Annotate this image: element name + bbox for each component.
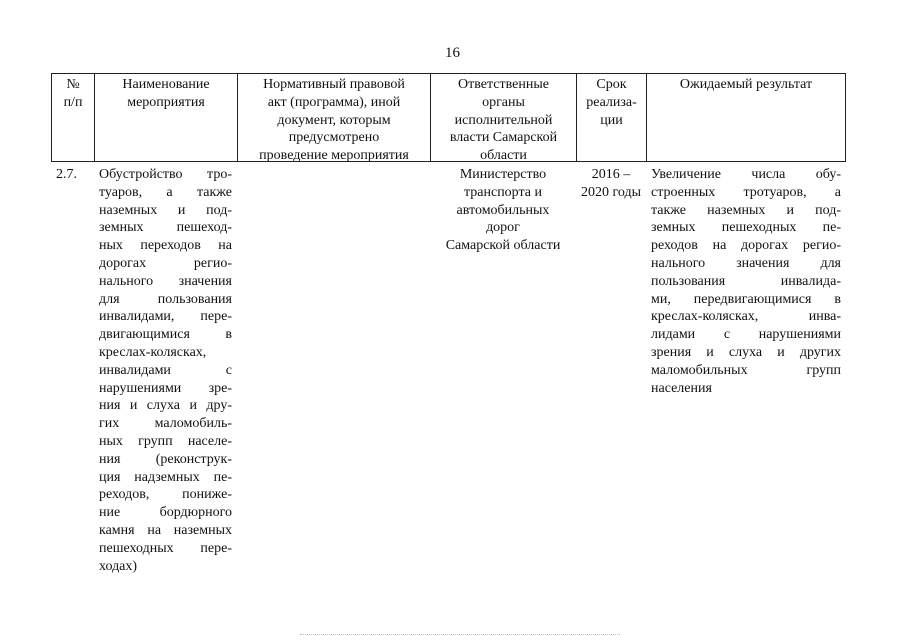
- header-line: власти Самарской: [449, 130, 558, 146]
- row-document: [237, 162, 430, 575]
- text-line: лидами с нарушениями: [651, 327, 841, 343]
- text-line: Министерство: [459, 167, 547, 182]
- text-line: реходов на дорогах регио-: [651, 238, 841, 254]
- text-line: земных пешеход-: [99, 220, 232, 236]
- page-number: 16: [445, 45, 460, 61]
- text-line: маломобильных групп: [651, 362, 841, 378]
- text-line: строенных тротуаров, а: [651, 184, 841, 200]
- text-line: транспорта и: [463, 184, 542, 200]
- header-line: органы: [482, 94, 525, 110]
- table-header-row: [51, 73, 846, 162]
- header-result: [646, 73, 846, 162]
- text-line: Обустройство тро-: [99, 167, 232, 182]
- text-line: камня на наземных: [99, 522, 232, 538]
- text-line: зрения и слуха и других: [651, 344, 841, 360]
- text-line: дорогах регио-: [99, 255, 232, 271]
- text-line: инвалидами, пере-: [99, 309, 232, 325]
- text-line: ми, передвигающимися в: [651, 291, 841, 307]
- text-line: ние бордюрного: [99, 505, 232, 521]
- header-line: Срок: [596, 77, 627, 92]
- row-name: [94, 162, 237, 575]
- text-line: Увеличение числа обу-: [651, 167, 841, 182]
- header-line: №: [66, 77, 80, 92]
- row-number: 2.7.: [56, 167, 77, 182]
- text-line: реходов, пониже-: [99, 487, 232, 503]
- header-authority: [430, 73, 576, 162]
- text-line: земных пешеходных пе-: [651, 220, 841, 236]
- header-line: п/п: [63, 94, 83, 110]
- text-line: двигающимися в: [99, 327, 232, 343]
- header-document: [237, 73, 430, 162]
- text-line: ных переходов на: [99, 238, 232, 254]
- header-line: мероприятия: [127, 94, 205, 110]
- text-line: инвалидами с: [99, 362, 232, 378]
- text-line: нарушениями зре-: [99, 380, 232, 396]
- header-name: [94, 73, 237, 162]
- text-line: населения: [651, 380, 712, 396]
- header-line: Нормативный правовой: [263, 77, 405, 92]
- measures-table: [51, 73, 846, 575]
- text-line: дорог: [486, 220, 520, 236]
- text-line: автомобильных: [456, 202, 550, 218]
- text-line: также наземных и под-: [651, 202, 841, 218]
- text-line: ция надземных пе-: [99, 469, 232, 485]
- row-authority: [430, 162, 576, 575]
- text-line: туаров, а также: [99, 184, 232, 200]
- header-line: исполнительной: [454, 112, 553, 128]
- text-line: гих маломобиль-: [99, 416, 232, 432]
- header-line: области: [480, 148, 527, 164]
- header-line: предусмотрено: [288, 130, 380, 146]
- scan-artifact-line: [300, 632, 620, 635]
- text-line: для пользования: [99, 291, 232, 307]
- header-term: [576, 73, 646, 162]
- text-line: ния (реконструк-: [99, 451, 232, 467]
- header-line: Наименование: [122, 77, 210, 92]
- row-result: [646, 162, 846, 575]
- header-number: [51, 73, 94, 162]
- text-line: ных групп населе-: [99, 433, 232, 449]
- text-line: ходах): [99, 558, 138, 574]
- text-line: нального значения для: [651, 255, 841, 271]
- text-line: креслах-колясках,: [99, 344, 207, 360]
- header-line: документ, которым: [277, 112, 391, 128]
- text-line: пользования инвалида-: [651, 273, 841, 289]
- header-line: проведение мероприятия: [259, 148, 409, 164]
- header-line: ции: [600, 112, 623, 128]
- header-line: Ответственные: [458, 77, 549, 92]
- text-line: 2016 –: [591, 167, 631, 182]
- row-term: [576, 162, 646, 575]
- header-line: реализа-: [586, 94, 637, 110]
- text-line: ния и слуха и дру-: [99, 398, 232, 414]
- text-line: Самарской области: [445, 238, 561, 254]
- text-line: креслах-колясках, инва-: [651, 309, 841, 325]
- text-line: нального значения: [99, 273, 232, 289]
- table-row: [51, 162, 846, 575]
- text-line: пешеходных пере-: [99, 540, 232, 556]
- text-line: 2020 годы: [581, 184, 642, 200]
- header-line: Ожидаемый результат: [679, 77, 813, 92]
- text-line: наземных и под-: [99, 202, 232, 218]
- header-line: акт (программа), иной: [267, 94, 401, 110]
